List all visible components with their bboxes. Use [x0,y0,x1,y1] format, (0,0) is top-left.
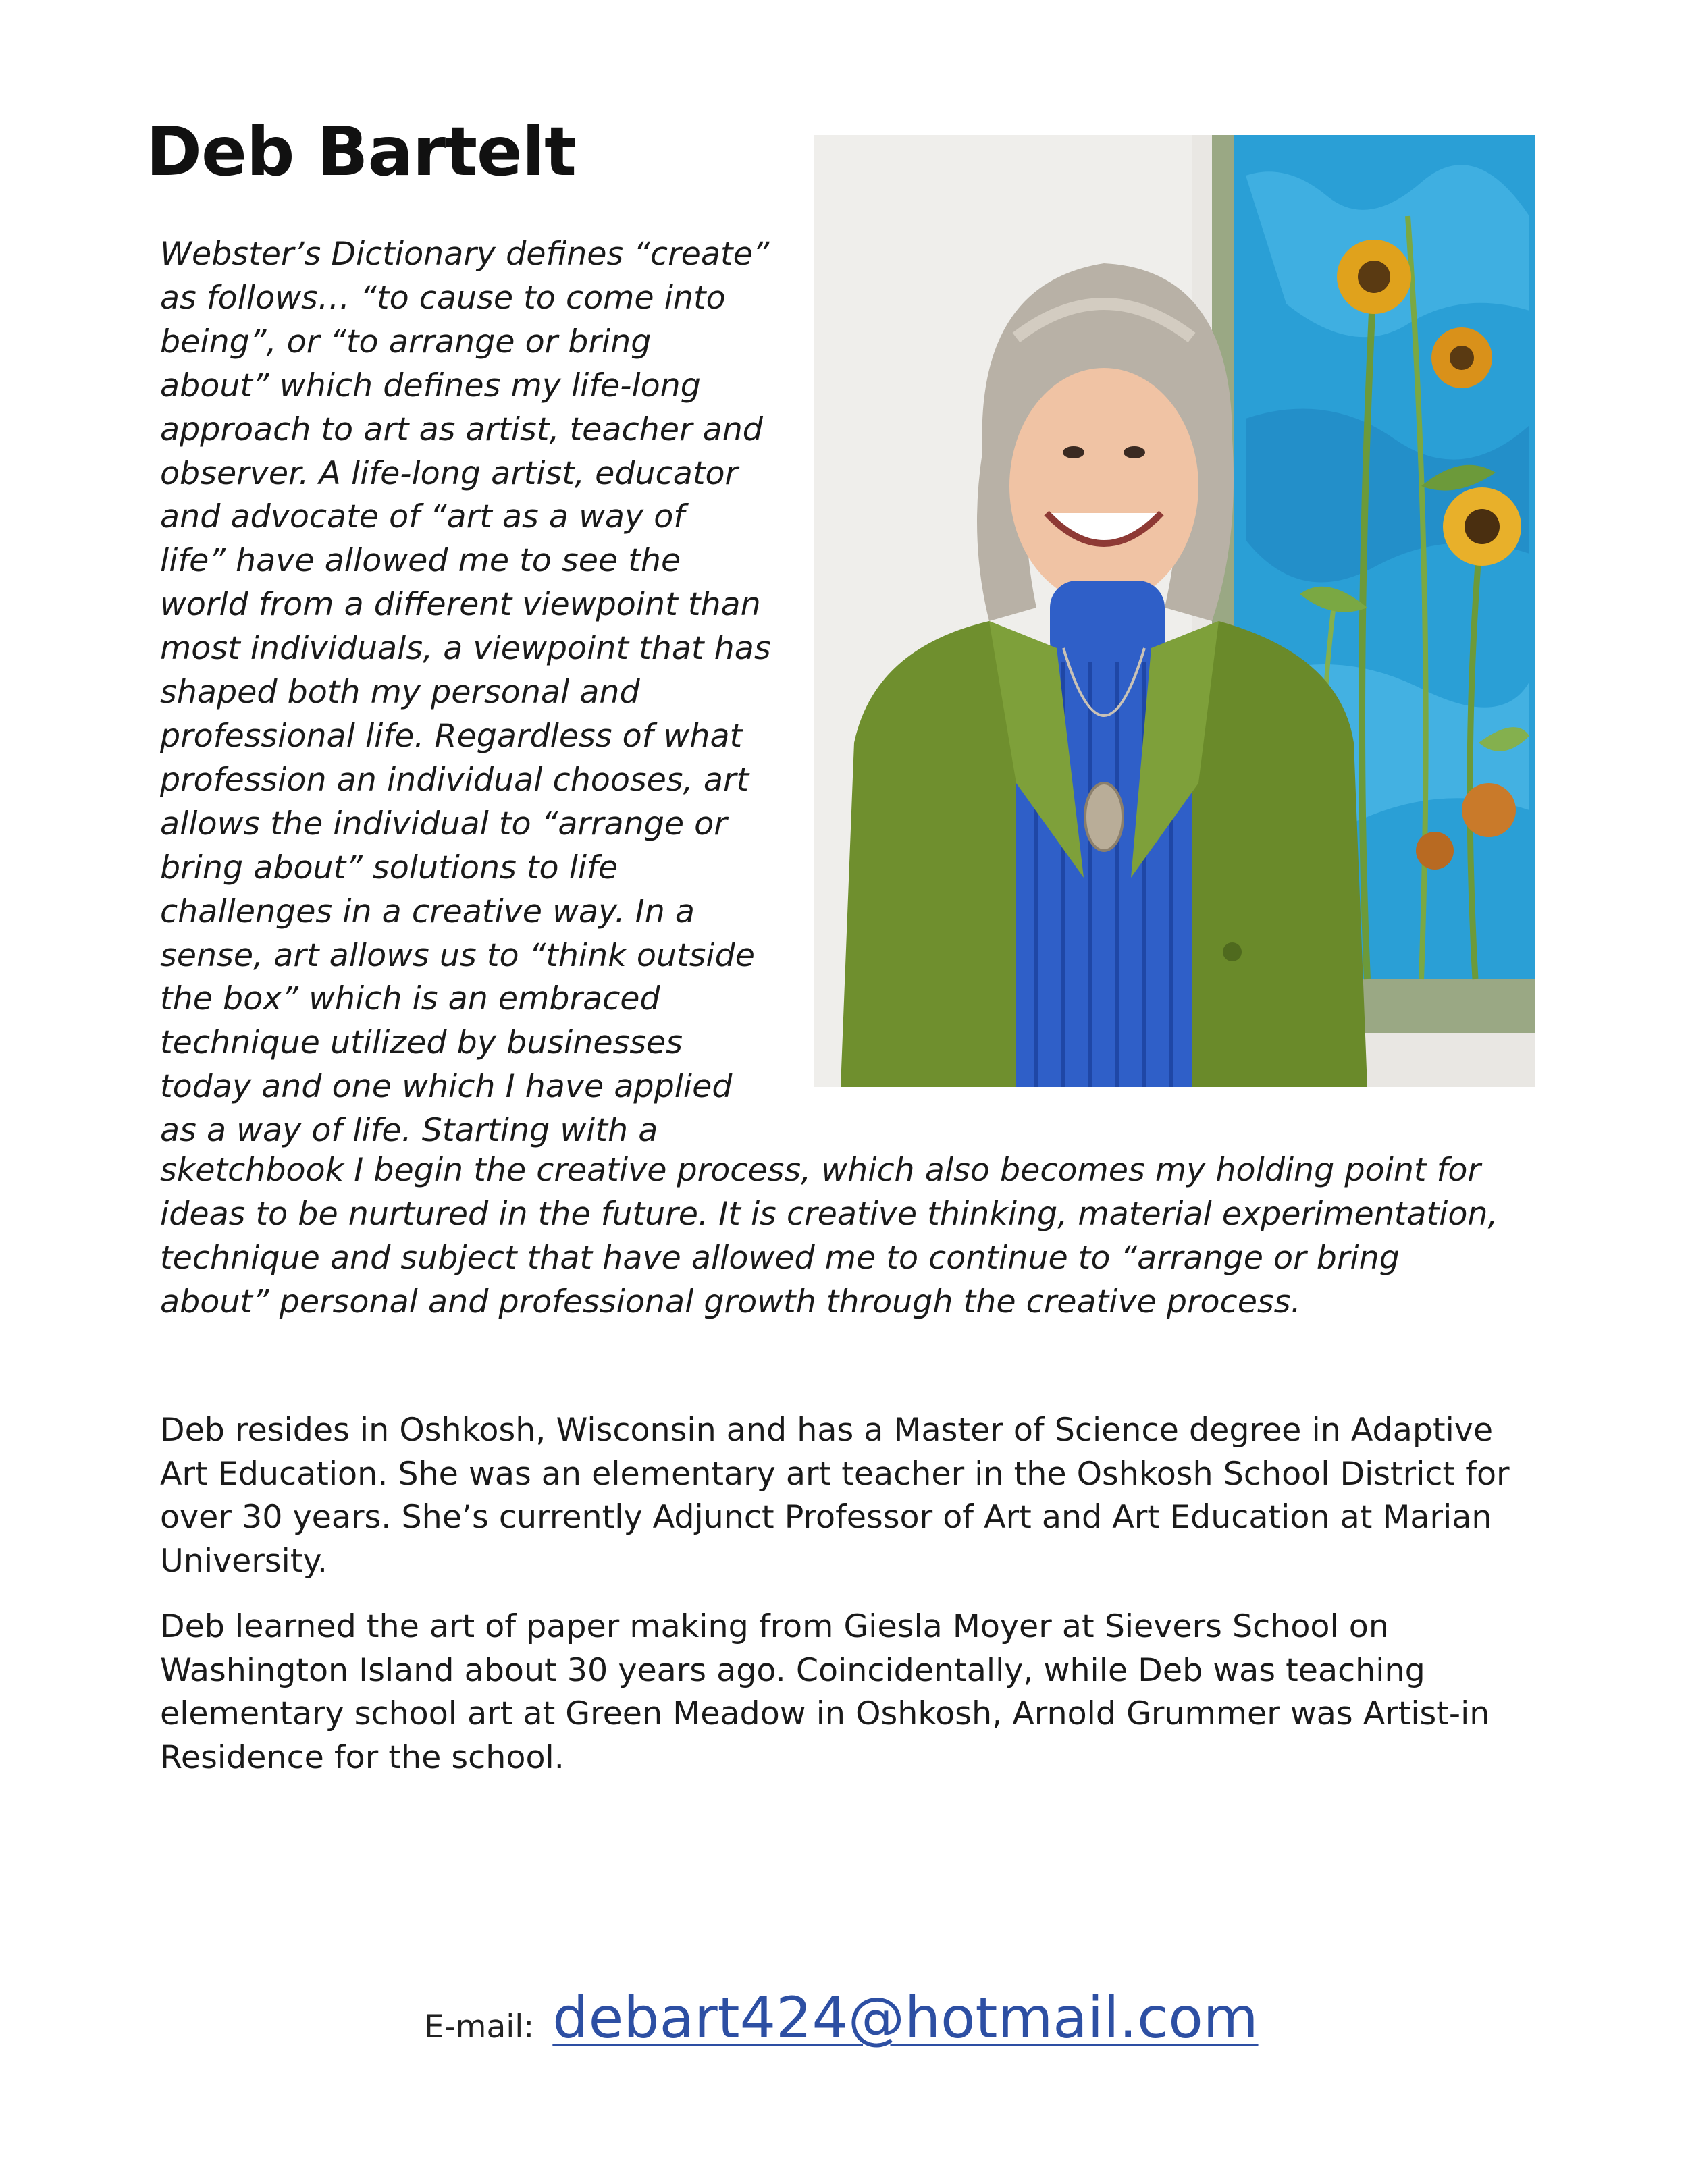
portrait-illustration [814,135,1535,1087]
statement-line: technique and subject that have allowed me to continue to “arrange or bring [160,1239,1400,1277]
portrait-photo [814,135,1535,1087]
statement-line: allows the individual to “arrange or [160,805,727,843]
statement-line: sketchbook I begin the creative process, which also becomes my holding point for [160,1152,1481,1189]
statement-line: professional life. Regardless of what [160,717,743,755]
statement-line: the box” which is an embraced [160,980,660,1018]
statement-line: as a way of life. Starting with a [160,1112,658,1150]
statement-line: most individuals, a viewpoint that has [160,630,771,668]
bio-line: Residence for the school. [160,1738,564,1776]
statement-line: observer. A life-long artist, educator [160,454,739,492]
statement-line: life” have allowed me to see the [160,542,681,580]
bio-paragraph-papermaking [160,1605,1551,1780]
email-label: E-mail: [424,2008,535,2046]
statement-line: Webster’s Dictionary defines “create” [160,236,770,273]
statement-line: world from a different viewpoint than [160,586,761,624]
bio-line: elementary school art at Green Meadow in Oshkosh, Arnold Grummer was Artist-in [160,1695,1490,1732]
statement-line: profession an individual chooses, art [160,761,749,799]
statement-line: shaped both my personal and [160,674,640,712]
statement-line: as follows… “to cause to come into [160,279,726,317]
statement-line: sense, art allows us to “think outside [160,936,755,974]
bio-line: University. [160,1542,327,1580]
statement-line: bring about” solutions to life [160,849,618,886]
statement-line: technique utilized by businesses [160,1024,683,1062]
artist-statement-column [160,233,808,1153]
artist-statement-continued [160,1149,1537,1325]
statement-line: today and one which I have applied [160,1068,733,1106]
statement-line: and advocate of “art as a way of [160,498,685,536]
statement-line: about” which defines my life-long [160,367,701,404]
bio-line: Art Education. She was an elementary art teacher in the Oshkosh School District for [160,1455,1510,1493]
page-title: Deb Bartelt [146,112,576,191]
contact-line [424,1985,1259,2051]
statement-line: challenges in a creative way. In a [160,893,695,930]
statement-line: about” personal and professional growth through the creative process. [160,1283,1301,1321]
bio-paragraph-education [160,1409,1551,1583]
bio-line: Deb learned the art of paper making from Giesla Moyer at Sievers School on [160,1608,1389,1645]
statement-line: ideas to be nurtured in the future. It is creative thinking, material experimentation, [160,1195,1498,1233]
statement-line: approach to art as artist, teacher and [160,410,763,448]
bio-line: Washington Island about 30 years ago. Coincidentally, while Deb was teaching [160,1651,1425,1689]
email-link[interactable]: debart424@hotmail.com [552,1985,1259,2051]
bio-line: over 30 years. She’s currently Adjunct Professor of Art and Art Education at Marian [160,1499,1492,1536]
bio-line: Deb resides in Oshkosh, Wisconsin and has a Master of Science degree in Adaptive [160,1412,1494,1449]
statement-line: being”, or “to arrange or bring [160,323,652,361]
